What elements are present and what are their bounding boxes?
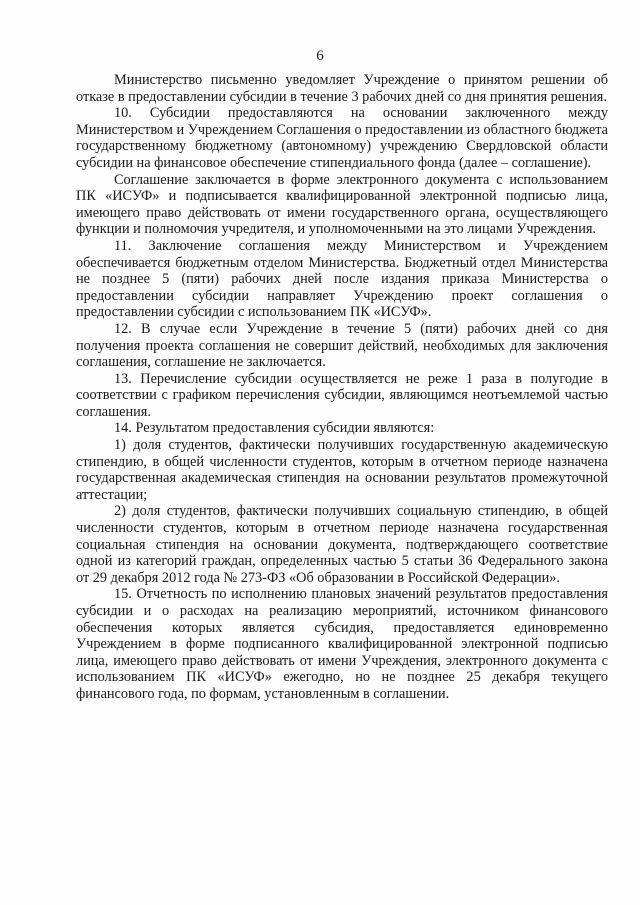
paragraph-11: 11. Заключение соглашения между Министерством и Учреждением обеспечивается бюджетным отделом Министерства. Бюджетный отдел Министерства не позднее 5 (пяти) рабочих дней после издания приказа Министерства о предоставлении субсидии направляет Учреждению проект соглашения о предоставлении субсидии с использованием ПК «ИСУФ». [76, 237, 608, 321]
paragraph-14: 14. Результатом предоставления субсидии являются: [114, 420, 435, 437]
paragraph-14-item-1: 1) доля студентов, фактически получивших государственную академическую стипендию, в общей численности студентов, которым в отчетном периоде назначена государственная академическая стипендия на основании результатов промежуточной аттестации; [76, 437, 608, 503]
paragraph-13: 13. Перечисление субсидии осуществляется не реже 1 раза в полугодие в соответствии с графиком перечисления субсидии, являющимся неотъемлемой частью соглашения. [76, 370, 608, 420]
page-number: 6 [316, 48, 324, 64]
paragraph-refusal-notice: Министерство письменно уведомляет Учреждение о принятом решении об отказе в предоставлении субсидии в течение 3 рабочих дней со дня принятия решения. [76, 72, 608, 105]
paragraph-agreement-form: Соглашение заключается в форме электронного документа с использованием ПК «ИСУФ» и подписывается квалифицированной электронной подписью лица, имеющего право действовать от имени государственного органа, осуществляющего функции и полномочия учредителя, и уполномоченными на это лицами Учреждения. [76, 171, 608, 238]
document-body [76, 72, 608, 703]
paragraph-15: 15. Отчетность по исполнению плановых значений результатов предоставления субсидии и о расходах на реализацию мероприятий, источником финансового обеспечения которых является субсидия, предоставляется единовременно Учреждением в форме подписанного квалифицированной электронной подписью лица, имеющего право действовать от имени Учреждения, электронного документа с использованием ПК «ИСУФ» ежегодно, но не позднее 25 декабря текущего финансового года, по формам, установленным в соглашении. [76, 586, 608, 702]
paragraph-10: 10. Субсидии предоставляются на основании заключенного между Министерством и Учреждением Соглашения о предоставлении из областного бюджета государственному бюджетному (автономному) учреждению Свердловской области субсидии на финансовое обеспечение стипендиального фонда (далее – соглашение). [76, 105, 608, 171]
paragraph-12: 12. В случае если Учреждение в течение 5 (пяти) рабочих дней со дня получения проекта соглашения не совершит действий, необходимых для заключения соглашения, соглашение не заключается. [76, 320, 608, 371]
paragraph-14-item-2: 2) доля студентов, фактически получивших социальную стипендию, в общей численности студентов, которым в отчетном периоде назначена государственная социальная стипендия на основании документа, подтверждающего соответствие одной из категорий граждан, определенных частью 5 статьи 36 Федерального закона от 29 декабря 2012 года № 273-ФЗ «Об образовании в Российской Федерации». [76, 503, 608, 586]
